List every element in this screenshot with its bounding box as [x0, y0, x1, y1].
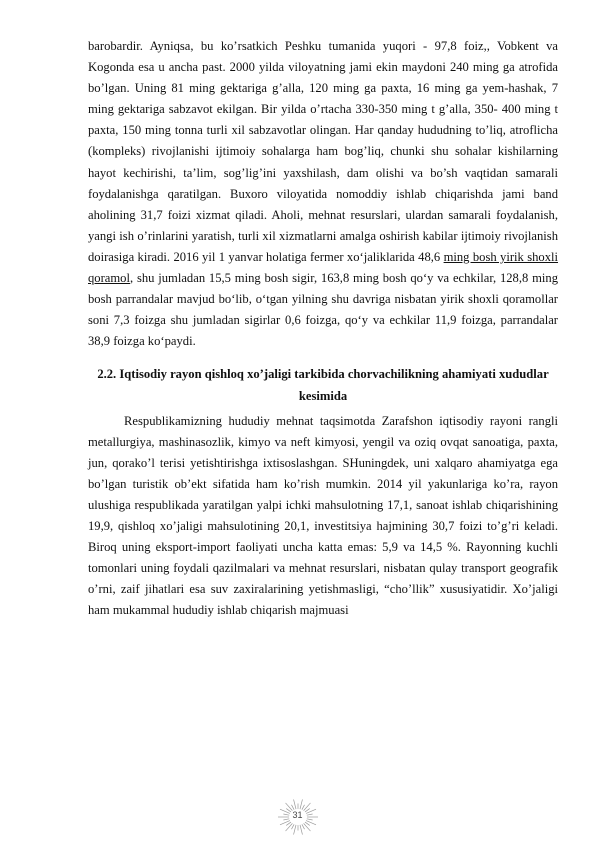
page-number-badge — [270, 796, 326, 838]
section-heading: 2.2. Iqtisodiy rayon qishloq xo’jaligi tarkibida chorvachilikning ahamiyati xududlar kesimida — [97, 367, 549, 403]
body-paragraph-1 — [88, 36, 558, 352]
paragraph-1-text-b: , shu jumladan 15,5 ming bosh sigir, 163,8 ming bosh qo‘y va echkilar, 128,8 ming bosh parrandalar mavjud bo‘lib, o‘tgan yilning shu davriga nisbatan yirik shoxli qoramollar soni 7,3 foizga shu jumladan sigirlar 0,6 foizga, qo‘y va echkilar 11,9 foizga, parrandalar 38,9 foizga ko‘paydi. — [88, 271, 558, 349]
page-number: 31 — [292, 810, 303, 820]
paragraph-1-text-a: barobardir. Ayniqsa, bu ko’rsatkich Peshku tumanida yuqori - 97,8 foiz,, Vobkent va Kogonda esa u ancha past. 2000 yilda viloyatning jami ekin maydoni 240 ming ga atrofida bo’lgan. Uning 81 ming gektariga g’alla, 120 ming ga paxta, 16 ming ga yem-hashak, 7 ming gektariga sabzavot ekilgan. Bir yilda o’rtacha 330-350 ming t g’alla, 350- 400 ming t paxta, 150 ming tonna turli xil sabzavotlar olingan. Har qanday hududning to’liq, atroflicha (kompleks) rivojlanishi ijtimoiy sohalarga ham bog’liq, chunki shu sohalar kishilarning hayot kechirishi, ta’lim, sog’lig’ini yaxshilash, dam olishi va bo’sh vaqtidan samarali foydalanishga qaratilgan. Buxoro viloyatida nomoddiy ishlab chiqarishda jami band aholining 31,7 foizi xizmat qiladi. Aholi, mehnat resurslari, ulardan samarali foydalanish, yangi ish o’rinlarini yaratish, turli xil xizmatlarni amalga oshirish kabilar ijtimoiy rivojlanish doirasiga kiradi. 2016 yil 1 yanvar holatiga fermer xo‘jaliklarida 48,6 — [88, 39, 558, 264]
paragraph-1-underlined-text: ming bosh yirik shoxli qoramol — [88, 249, 559, 286]
body-paragraph-2: Respublikamizning hududiy mehnat taqsimotda Zarafshon iqtisodiy rayoni rangli metallurgiya, mashinasozlik, kimyo va neft kimyosi, yengil va oziq ovqat sanoatiga, paxta, jun, qorako’l terisi yetishtirishga ixtisoslashgan. SHuningdek, uni xalqaro ahamiyatga ega bo’lgan turistik ob’ekt sifatida ham ko’rish mumkin. 2014 yil yakunlariga ko’ra, rayon ulushiga respublikada yaratilgan yalpi ichki mahsulotning 17,1, sanoat ishlab chiqarishining 19,9, qishloq xo’jaligi mahsulotining 20,1, investitsiya hajmining 30,7 foizi to’g’ri keladi. Biroq uning eksport-import faoliyati uncha katta emas: 5,9 va 14,5 %. Rayonning kuchli tomonlari uning foydali qazilmalari va mehnat resurslari, nisbatan qulay transport geografik o’rni, zaif jihatlari esa suv zaxiralarining yetishmasligi, “cho’llik” xususiyatidir. Xo’jaligi ham mukammal hududiy ishlab chiqarish majmuasi — [88, 413, 558, 618]
page-footer — [0, 796, 595, 838]
document-page — [88, 36, 558, 622]
